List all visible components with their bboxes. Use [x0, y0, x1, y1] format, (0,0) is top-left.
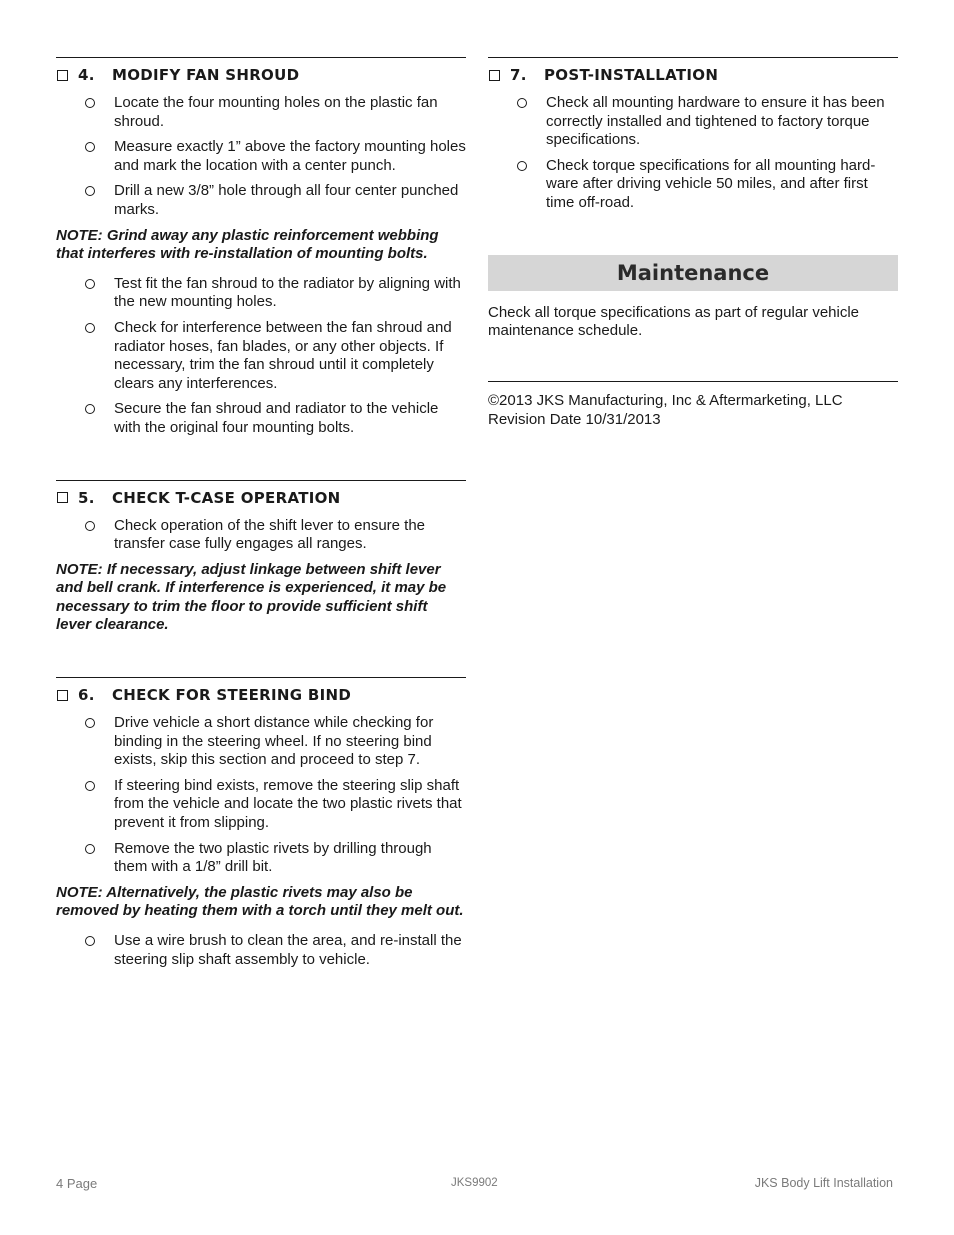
list-item: If steering bind exists, remove the steering slip shaft from the vehicle and locate the two plastic rivets that prevent it from slipping. — [56, 777, 466, 833]
circle-bullet-icon — [85, 186, 95, 196]
step-title: POST-INSTALLATION — [544, 66, 719, 84]
revision-date: Revision Date 10/31/2013 — [488, 410, 661, 428]
bullet-list — [56, 517, 466, 554]
step-5-heading — [56, 481, 466, 517]
list-item: Check torque specifications for all mounting hard-ware after driving vehicle 50 miles, and after first time off-road. — [488, 157, 898, 213]
circle-bullet-icon — [517, 98, 527, 108]
right-column — [488, 57, 898, 429]
copyright-block — [488, 381, 898, 429]
list-item: Drill a new 3/8” hole through all four center punched marks. — [56, 182, 466, 219]
checkbox-icon — [57, 690, 68, 701]
bullet-list — [56, 932, 466, 969]
step-5-section — [56, 480, 466, 636]
list-item: Check for interference between the fan shroud and radiator hoses, fan blades, or any other objects. If necessary, trim the fan shroud until it completely clears any interferences. — [56, 319, 466, 393]
bullet-list — [56, 94, 466, 220]
list-item: Measure exactly 1” above the factory mounting holes and mark the location with a center punch. — [56, 138, 466, 175]
list-item: Check all mounting hardware to ensure it has been correctly installed and tightened to factory torque specifications. — [488, 94, 898, 150]
step-number: 7. — [510, 66, 527, 84]
copyright-text: ©2013 JKS Manufacturing, Inc & Aftermarketing, LLC — [488, 391, 843, 409]
step-title: MODIFY FAN SHROUD — [112, 66, 300, 84]
circle-bullet-icon — [85, 844, 95, 854]
footer-doc-title: JKS Body Lift Installation — [754, 1176, 893, 1190]
step-title: CHECK T-CASE OPERATION — [112, 488, 341, 507]
circle-bullet-icon — [85, 936, 95, 946]
step-number: 5. — [78, 488, 95, 507]
circle-bullet-icon — [517, 161, 527, 171]
circle-bullet-icon — [85, 404, 95, 414]
list-item: Drive vehicle a short distance while checking for binding in the steering wheel. If no steering bind exists, skip this section and proceed to step 7. — [56, 714, 466, 770]
list-item: Use a wire brush to clean the area, and re-install the steering slip shaft assembly to vehicle. — [56, 932, 466, 969]
note-text: NOTE: Alternatively, the plastic rivets may also be removed by heating them with a torch until they melt out. — [56, 883, 464, 920]
circle-bullet-icon — [85, 718, 95, 728]
bullet-list — [56, 714, 466, 877]
list-item: Test fit the fan shroud to the radiator by aligning with the new mounting holes. — [56, 275, 466, 312]
footer-page-number: 4 Page — [56, 1176, 98, 1191]
step-6-heading — [56, 678, 466, 714]
list-item: Locate the four mounting holes on the plastic fan shroud. — [56, 94, 466, 131]
step-title: CHECK FOR STEERING BIND — [112, 686, 352, 705]
maintenance-text: Check all torque specifications as part of regular vehicle maintenance schedule. — [488, 303, 860, 340]
circle-bullet-icon — [85, 781, 95, 791]
bullet-list — [56, 275, 466, 438]
note-text: NOTE: Grind away any plastic reinforcement webbing that interferes with re-installation of mounting bolts. — [56, 226, 439, 263]
checkbox-icon — [57, 70, 68, 81]
circle-bullet-icon — [85, 98, 95, 108]
circle-bullet-icon — [85, 279, 95, 289]
list-item: Check operation of the shift lever to ensure the transfer case fully engages all ranges. — [56, 517, 466, 554]
step-4-section — [56, 57, 466, 438]
circle-bullet-icon — [85, 142, 95, 152]
step-4-heading — [56, 58, 466, 94]
footer-part-number: JKS9902 — [451, 1177, 498, 1189]
checkbox-icon — [489, 70, 500, 81]
step-number: 6. — [78, 686, 95, 705]
circle-bullet-icon — [85, 323, 95, 333]
list-item: Secure the fan shroud and radiator to the vehicle with the original four mounting bolts. — [56, 400, 466, 437]
maintenance-heading: Maintenance — [488, 255, 898, 291]
bullet-list — [488, 94, 898, 213]
left-column — [56, 57, 466, 976]
note-text: NOTE: If necessary, adjust linkage between shift lever and bell crank. If interference is experienced, it may be necessary to trim the floor to provide sufficient shift lever clearance. — [56, 560, 447, 634]
step-7-section — [488, 57, 898, 213]
step-number: 4. — [78, 66, 95, 84]
circle-bullet-icon — [85, 521, 95, 531]
list-item: Remove the two plastic rivets by drilling through them with a 1/8” drill bit. — [56, 840, 466, 877]
checkbox-icon — [57, 492, 68, 503]
step-7-heading — [488, 58, 898, 94]
step-6-section — [56, 677, 466, 969]
